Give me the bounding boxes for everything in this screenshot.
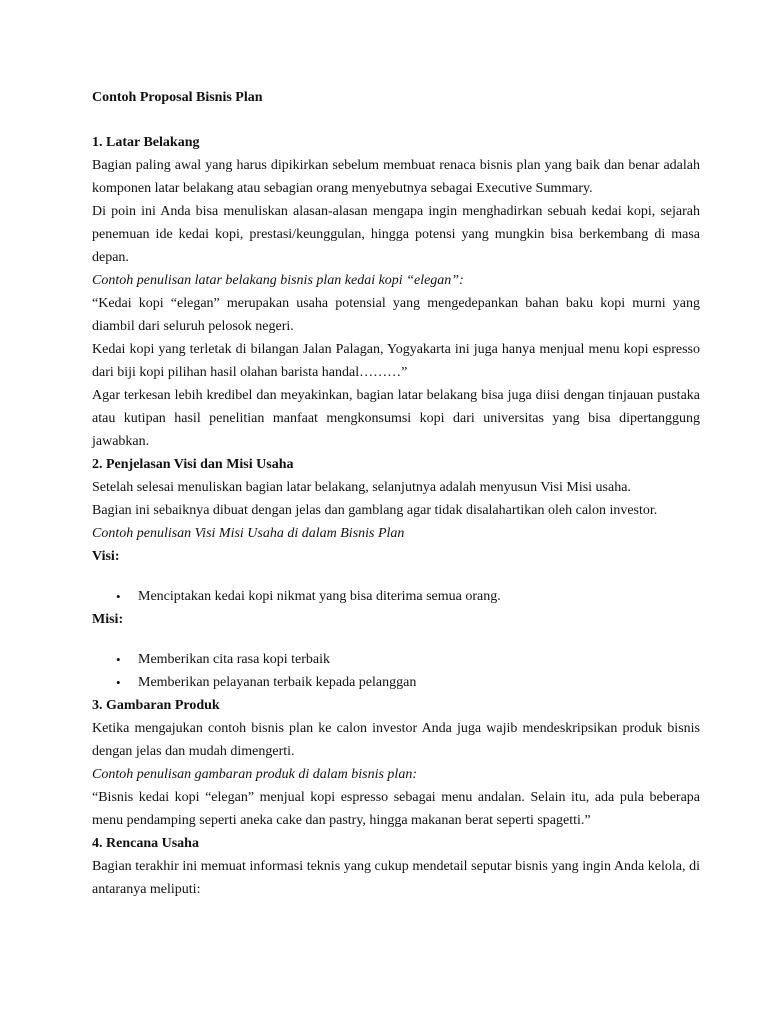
section-2-paragraph-1: Setelah selesai menuliskan bagian latar belakang, selanjutnya adalah menyusun Visi Misi usaha. [92, 480, 631, 495]
section-1-paragraph-5: Agar terkesan lebih kredibel dan meyakinkan, bagian latar belakang bisa juga diisi dengan tinjauan pustaka atau kutipan hasil penelitian manfaat mengkonsumsi kopi dari universitas yang bisa dipertanggung jawabkan. [92, 388, 700, 449]
spacer [92, 109, 700, 131]
section-1-heading: 1. Latar Belakang [92, 135, 200, 150]
list-item [92, 671, 700, 694]
bullet-icon: • [116, 675, 121, 690]
bullet-icon: • [116, 652, 121, 667]
section-2-paragraph-2: Bagian ini sebaiknya dibuat dengan jelas dan gamblang agar tidak disalahartikan oleh calon investor. [92, 503, 658, 518]
list-item-text: Menciptakan kedai kopi nikmat yang bisa diterima semua orang. [138, 589, 501, 604]
section-1-paragraph-3: “Kedai kopi “elegan” merupakan usaha potensial yang mengedepankan bahan baku kopi murni yang diambil dari seluruh pelosok negeri. [92, 296, 700, 334]
section-1-example-label: Contoh penulisan latar belakang bisnis plan kedai kopi “elegan”: [92, 273, 464, 288]
section-1-paragraph-4: Kedai kopi yang terletak di bilangan Jalan Palagan, Yogyakarta ini juga hanya menjual menu kopi espresso dari biji kopi pilihan hasil olahan barista handal………” [92, 342, 700, 380]
list-item-text: Memberikan pelayanan terbaik kepada pelanggan [138, 675, 417, 690]
section-2-heading: 2. Penjelasan Visi dan Misi Usaha [92, 457, 294, 472]
list-item [92, 648, 700, 671]
section-3-heading: 3. Gambaran Produk [92, 698, 220, 713]
section-3-paragraph-2: “Bisnis kedai kopi “elegan” menjual kopi espresso sebagai menu andalan. Selain itu, ada pula beberapa menu pendamping seperti aneka cake dan pastry, hingga makanan berat seperti spagetti.” [92, 790, 700, 828]
section-4-paragraph-1: Bagian terakhir ini memuat informasi teknis yang cukup mendetail seputar bisnis yang ingin Anda kelola, di antaranya meliputi: [92, 859, 700, 897]
misi-label: Misi: [92, 612, 124, 627]
list-item [92, 585, 700, 608]
spacer [92, 631, 700, 648]
visi-label: Visi: [92, 549, 120, 564]
misi-list [92, 648, 700, 694]
section-1-paragraph-1: Bagian paling awal yang harus dipikirkan sebelum membuat renaca bisnis plan yang baik dan benar adalah komponen latar belakang atau sebagian orang menyebutnya sebagai Executive Summary. [92, 158, 700, 196]
section-3-example-label: Contoh penulisan gambaran produk di dalam bisnis plan: [92, 767, 417, 782]
section-3-paragraph-1: Ketika mengajukan contoh bisnis plan ke calon investor Anda juga wajib mendeskripsikan produk bisnis dengan jelas dan mudah dimengerti. [92, 721, 700, 759]
bullet-icon: • [116, 589, 121, 604]
section-4-heading: 4. Rencana Usaha [92, 836, 199, 851]
spacer [92, 568, 700, 585]
document-title: Contoh Proposal Bisnis Plan [92, 90, 263, 105]
section-2-example-label: Contoh penulisan Visi Misi Usaha di dalam Bisnis Plan [92, 526, 405, 541]
list-item-text: Memberikan cita rasa kopi terbaik [138, 652, 331, 667]
section-1-paragraph-2: Di poin ini Anda bisa menuliskan alasan-alasan mengapa ingin menghadirkan sebuah kedai kopi, sejarah penemuan ide kedai kopi, prestasi/keunggulan, hingga potensi yang mungkin bisa berkembang di masa depan. [92, 204, 700, 265]
visi-list [92, 585, 700, 608]
